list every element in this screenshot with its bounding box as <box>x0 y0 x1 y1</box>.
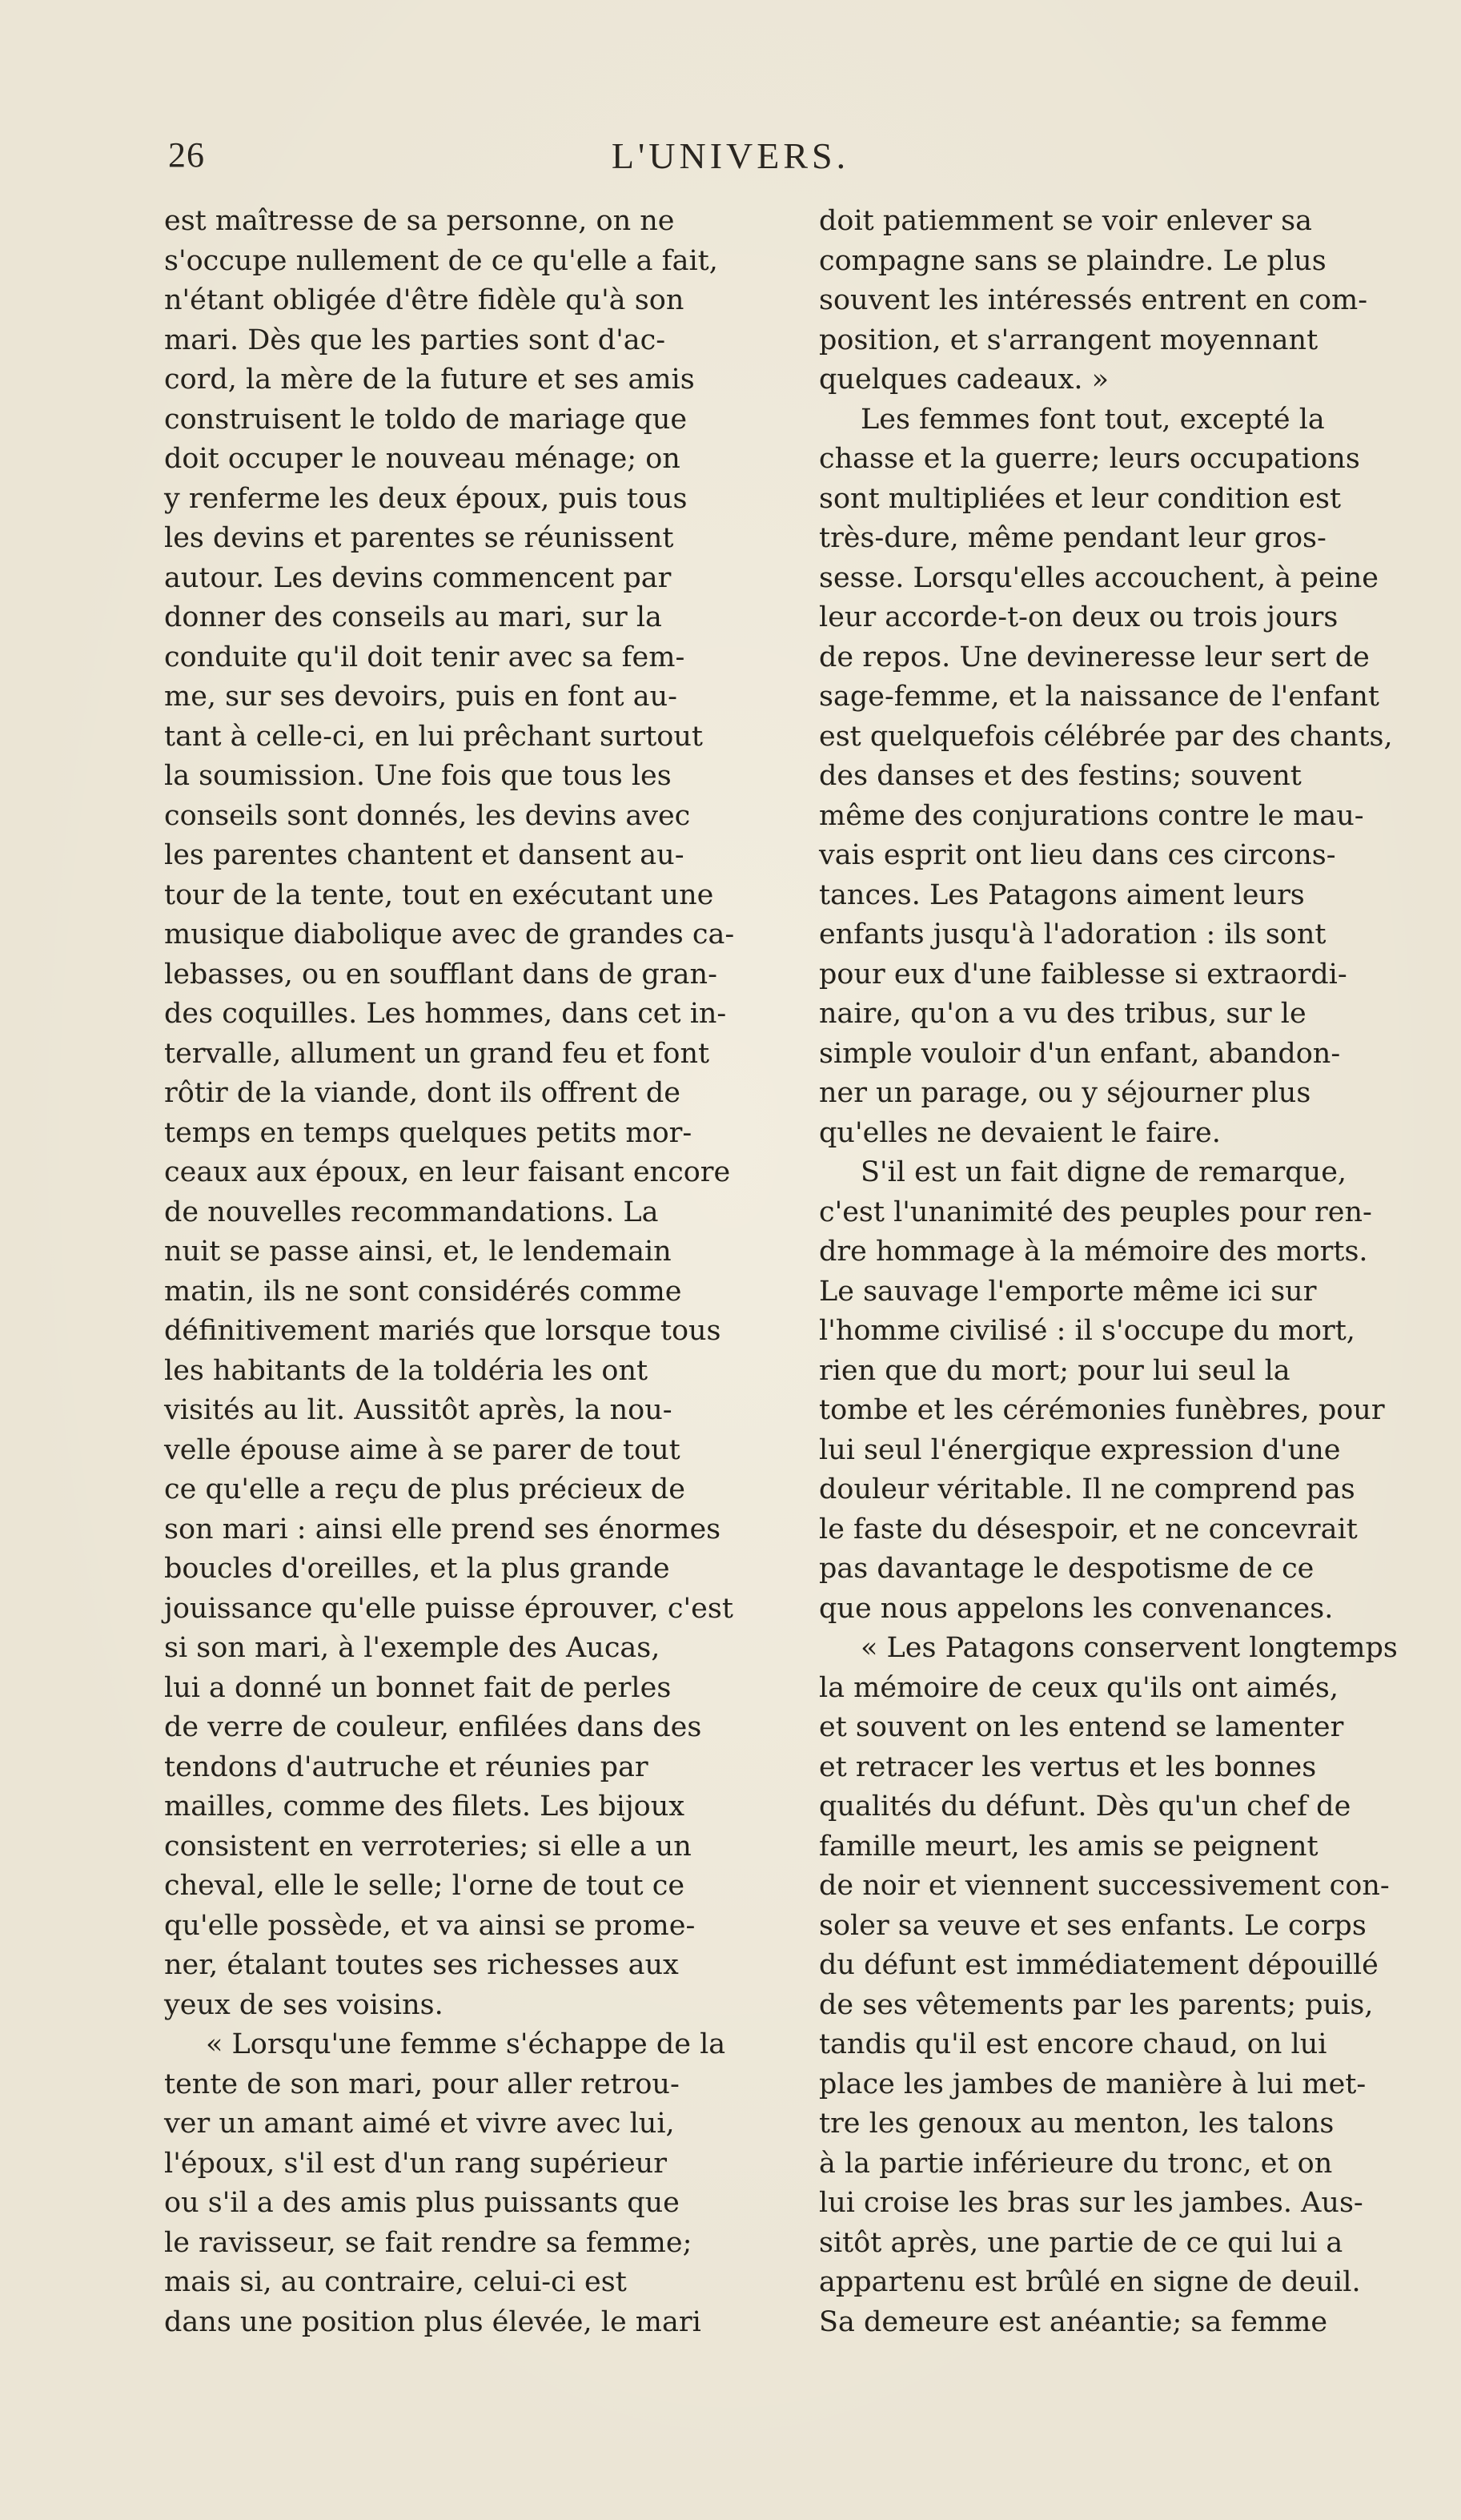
text-line: tant à celle-ci, en lui prêchant surtout <box>164 720 703 753</box>
text-line: S'il est un fait digne de remarque, <box>861 1156 1347 1188</box>
text-line: velle épouse aime à se parer de tout <box>164 1433 680 1466</box>
text-line: lui croise les bras sur les jambes. Aus- <box>819 2187 1363 2219</box>
text-line: tre les genoux au menton, les talons <box>819 2108 1335 2140</box>
text-line: n'étant obligée d'être fidèle qu'à son <box>164 284 684 316</box>
text-line: leur accorde-t-on deux ou trois jours <box>819 601 1339 633</box>
text-line: les devins et parentes se réunissent <box>164 522 674 554</box>
text-line: sitôt après, une partie de ce qui lui a <box>819 2226 1343 2259</box>
text-line: tandis qu'il est encore chaud, on lui <box>819 2028 1327 2060</box>
text-line: temps en temps quelques petits mor- <box>164 1116 692 1149</box>
text-line: tervalle, allument un grand feu et font <box>164 1037 710 1070</box>
text-line: mailles, comme des filets. Les bijoux <box>164 1791 685 1823</box>
text-line: tendons d'autruche et réunies par <box>164 1750 648 1783</box>
text-line: nuit se passe ainsi, et, le lendemain <box>164 1236 672 1268</box>
text-line: tombe et les cérémonies funèbres, pour <box>819 1394 1385 1426</box>
right-text-column <box>819 202 1423 2342</box>
text-line: dans une position plus élevée, le mari <box>164 2305 701 2338</box>
text-line: même des conjurations contre le mau- <box>819 799 1364 832</box>
text-line: c'est l'unanimité des peuples pour ren- <box>819 1196 1372 1228</box>
text-line: simple vouloir d'un enfant, abandon- <box>819 1037 1341 1070</box>
text-line: qualités du défunt. Dès qu'un chef de <box>819 1791 1351 1823</box>
text-line: pour eux d'une faiblesse si extraordi- <box>819 958 1347 991</box>
text-line: tances. Les Patagons aiment leurs <box>819 878 1305 911</box>
text-line: et souvent on les entend se lamenter <box>819 1711 1344 1743</box>
text-line: sesse. Lorsqu'elles accouchent, à peine <box>819 561 1379 594</box>
text-line: si son mari, à l'exemple des Aucas, <box>164 1632 660 1664</box>
text-line: conduite qu'il doit tenir avec sa fem- <box>164 641 685 673</box>
page-header <box>168 135 1293 183</box>
text-line: ceaux aux époux, en leur faisant encore <box>164 1156 731 1188</box>
text-line: l'époux, s'il est d'un rang supérieur <box>164 2147 667 2180</box>
text-line: de ses vêtements par les parents; puis, <box>819 1988 1374 2021</box>
text-line: tour de la tente, tout en exécutant une <box>164 878 714 911</box>
text-line: cord, la mère de la future et ses amis <box>164 364 695 396</box>
text-line: position, et s'arrangent moyennant <box>819 324 1319 356</box>
text-line: le ravisseur, se fait rendre sa femme; <box>164 2226 692 2259</box>
text-line: ver un amant aimé et vivre avec lui, <box>164 2108 675 2140</box>
text-line: de noir et viennent successivement con- <box>819 1870 1390 1902</box>
text-line: boucles d'oreilles, et la plus grande <box>164 1553 670 1585</box>
text-line: les habitants de la toldéria les ont <box>164 1354 648 1387</box>
text-line: appartenu est brûlé en signe de deuil. <box>819 2266 1361 2298</box>
text-line: et retracer les vertus et les bonnes <box>819 1750 1317 1783</box>
text-line: des coquilles. Les hommes, dans cet in- <box>164 998 727 1030</box>
text-line: compagne sans se plaindre. Le plus <box>819 244 1327 277</box>
text-line: chasse et la guerre; leurs occupations <box>819 443 1360 475</box>
text-line: musique diabolique avec de grandes ca- <box>164 918 735 951</box>
text-line: très-dure, même pendant leur gros- <box>819 522 1327 554</box>
text-line: autour. Les devins commencent par <box>164 561 672 594</box>
text-line: vais esprit ont lieu dans ces circons- <box>819 839 1336 871</box>
text-line: à la partie inférieure du tronc, et on <box>819 2147 1333 2180</box>
text-line: du défunt est immédiatement dépouillé <box>819 1949 1379 1981</box>
text-line: lui seul l'énergique expression d'une <box>819 1433 1341 1466</box>
page-number: 26 <box>168 135 205 175</box>
text-line: quelques cadeaux. » <box>819 364 1109 396</box>
text-line: son mari : ainsi elle prend ses énormes <box>164 1513 721 1545</box>
text-line: doit patiemment se voir enlever sa <box>819 205 1312 237</box>
text-line: Les femmes font tout, excepté la <box>861 403 1325 436</box>
text-line: mari. Dès que les parties sont d'ac- <box>164 324 666 356</box>
text-line: tente de son mari, pour aller retrou- <box>164 2068 680 2100</box>
text-line: doit occuper le nouveau ménage; on <box>164 443 680 475</box>
text-line: « Lorsqu'une femme s'échappe de la <box>206 2028 726 2060</box>
text-line: des danses et des festins; souvent <box>819 760 1302 792</box>
running-title: L'UNIVERS. <box>611 135 850 176</box>
text-line: que nous appelons les convenances. <box>819 1592 1334 1625</box>
text-line: mais si, au contraire, celui-ci est <box>164 2266 627 2298</box>
text-line: l'homme civilisé : il s'occupe du mort, <box>819 1315 1355 1347</box>
text-line: consistent en verroteries; si elle a un <box>164 1830 692 1863</box>
text-line: cheval, elle le selle; l'orne de tout ce <box>164 1870 685 1902</box>
text-line: sont multipliées et leur condition est <box>819 482 1342 515</box>
text-line: ou s'il a des amis plus puissants que <box>164 2187 680 2219</box>
text-line: de verre de couleur, enfilées dans des <box>164 1711 702 1743</box>
text-line: de nouvelles recommandations. La <box>164 1196 659 1228</box>
text-line: y renferme les deux époux, puis tous <box>164 482 688 515</box>
text-line: la mémoire de ceux qu'ils ont aimés, <box>819 1671 1339 1704</box>
text-line: lebasses, ou en soufflant dans de gran- <box>164 958 717 991</box>
text-line: qu'elle possède, et va ainsi se prome- <box>164 1909 696 1942</box>
text-line: famille meurt, les amis se peignent <box>819 1830 1319 1863</box>
text-line: s'occupe nullement de ce qu'elle a fait, <box>164 244 718 277</box>
text-line: naire, qu'on a vu des tribus, sur le <box>819 998 1306 1030</box>
text-line: Sa demeure est anéantie; sa femme <box>819 2305 1328 2338</box>
text-line: rien que du mort; pour lui seul la <box>819 1354 1290 1387</box>
text-line: jouissance qu'elle puisse éprouver, c'est <box>164 1592 733 1625</box>
text-line: souvent les intéressés entrent en com- <box>819 284 1368 316</box>
text-line: Le sauvage l'emporte même ici sur <box>819 1275 1317 1308</box>
text-line: ce qu'elle a reçu de plus précieux de <box>164 1473 686 1505</box>
text-line: qu'elles ne devaient le faire. <box>819 1116 1221 1149</box>
text-line: donner des conseils au mari, sur la <box>164 601 662 633</box>
text-line: lui a donné un bonnet fait de perles <box>164 1671 672 1704</box>
text-line: la soumission. Une fois que tous les <box>164 760 672 792</box>
text-line: me, sur ses devoirs, puis en font au- <box>164 681 677 713</box>
left-text-column <box>164 202 769 2342</box>
text-line: place les jambes de manière à lui met- <box>819 2068 1367 2100</box>
text-line: conseils sont donnés, les devins avec <box>164 799 691 832</box>
text-line: les parentes chantent et dansent au- <box>164 839 684 871</box>
text-line: soler sa veuve et ses enfants. Le corps <box>819 1909 1367 1942</box>
text-line: ner un parage, ou y séjourner plus <box>819 1077 1311 1109</box>
text-line: définitivement mariés que lorsque tous <box>164 1315 721 1347</box>
text-line: est maîtresse de sa personne, on ne <box>164 205 675 237</box>
text-line: « Les Patagons conservent longtemps <box>861 1632 1398 1664</box>
text-line: douleur véritable. Il ne comprend pas <box>819 1473 1355 1505</box>
text-line: sage-femme, et la naissance de l'enfant <box>819 681 1379 713</box>
text-line: yeux de ses voisins. <box>164 1988 444 2021</box>
text-line: rôtir de la viande, dont ils offrent de <box>164 1077 681 1109</box>
text-line: visités au lit. Aussitôt après, la nou- <box>164 1394 672 1426</box>
text-line: matin, ils ne sont considérés comme <box>164 1275 682 1308</box>
text-line: ner, étalant toutes ses richesses aux <box>164 1949 679 1981</box>
text-line: de repos. Une devineresse leur sert de <box>819 641 1370 673</box>
text-line: le faste du désespoir, et ne concevrait <box>819 1513 1358 1545</box>
text-line: enfants jusqu'à l'adoration : ils sont <box>819 918 1327 951</box>
text-line: est quelquefois célébrée par des chants, <box>819 720 1393 753</box>
text-line: construisent le toldo de mariage que <box>164 403 688 436</box>
text-line: pas davantage le despotisme de ce <box>819 1553 1314 1585</box>
text-line: dre hommage à la mémoire des morts. <box>819 1236 1368 1268</box>
